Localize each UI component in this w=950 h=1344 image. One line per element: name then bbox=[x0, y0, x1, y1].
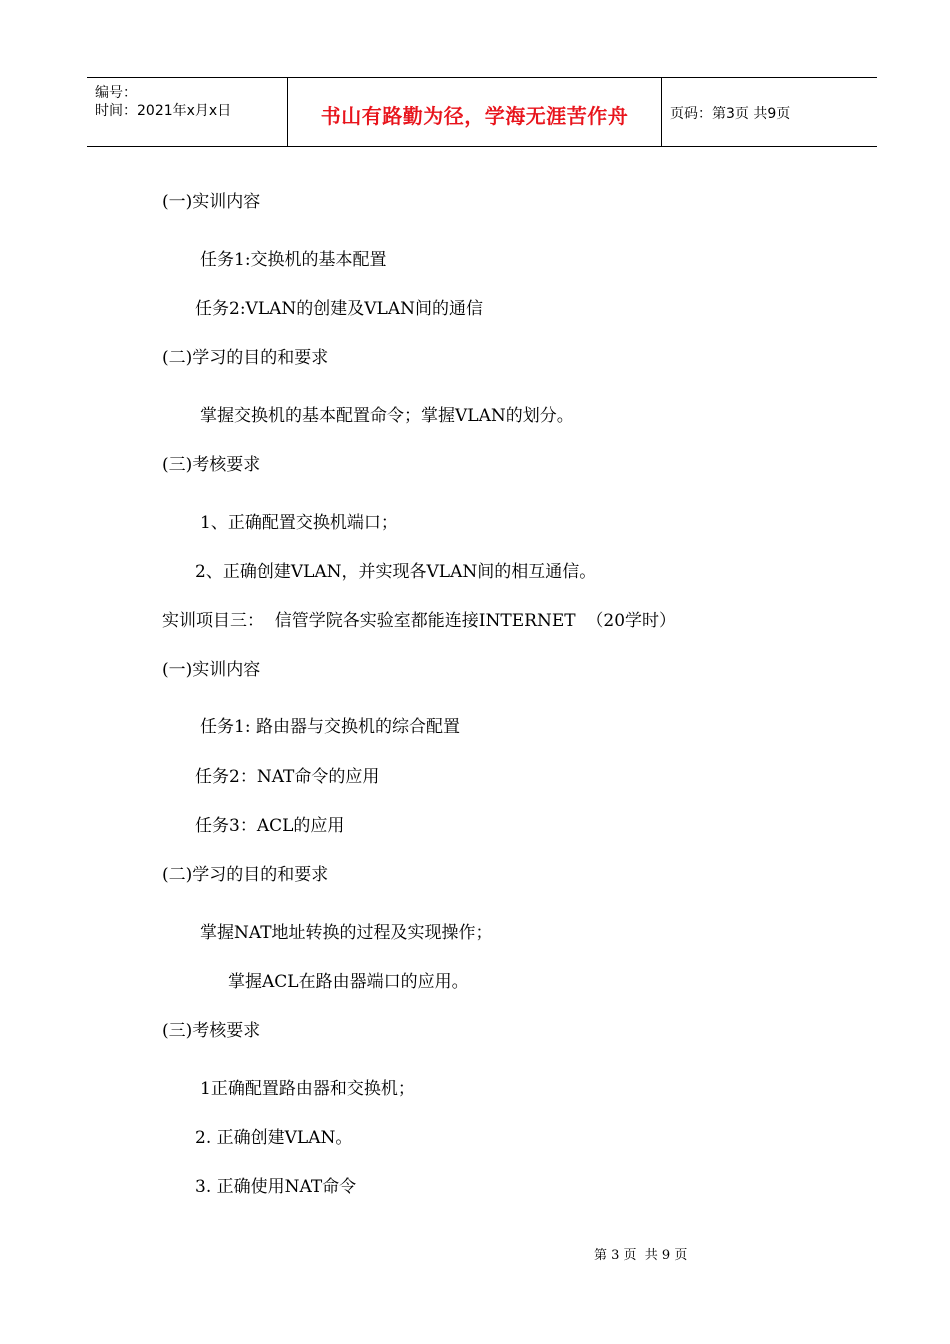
list-item: 1、正确配置交换机端口； bbox=[200, 513, 398, 533]
paragraph-line: 掌握交换机的基本配置命令；掌握VLAN的划分。 bbox=[200, 406, 574, 426]
section-heading: (三)考核要求 bbox=[162, 1021, 261, 1041]
list-item: 3. 正确使用NAT命令 bbox=[195, 1177, 357, 1197]
paragraph-line: 掌握NAT地址转换的过程及实现操作； bbox=[200, 923, 493, 943]
header-page-indicator: 页码：第3页 共9页 bbox=[670, 106, 791, 122]
task-line: 任务3：ACL的应用 bbox=[195, 816, 345, 836]
section-heading: (一)实训内容 bbox=[162, 660, 261, 680]
task-line: 任务2:VLAN的创建及VLAN间的通信 bbox=[195, 299, 483, 319]
section-heading: (二)学习的目的和要求 bbox=[162, 865, 329, 885]
header-right-cell bbox=[662, 78, 877, 146]
list-item: 2、正确创建VLAN，并实现各VLAN间的相互通信。 bbox=[195, 562, 597, 582]
document-number-label: 编号： bbox=[95, 85, 137, 101]
task-line: 任务2：NAT命令的应用 bbox=[195, 767, 380, 787]
section-heading: (三)考核要求 bbox=[162, 455, 261, 475]
task-line: 任务1:交换机的基本配置 bbox=[200, 250, 387, 270]
list-item: 1正确配置路由器和交换机； bbox=[200, 1079, 415, 1099]
task-line: 任务1: 路由器与交换机的综合配置 bbox=[200, 717, 460, 737]
document-date-label: 时间：2021年x月x日 bbox=[95, 103, 232, 119]
section-heading: (二)学习的目的和要求 bbox=[162, 348, 329, 368]
header-middle-cell bbox=[288, 78, 662, 146]
page-footer: 第 3 页 共 9 页 bbox=[594, 1248, 688, 1263]
project-heading: 实训项目三： 信管学院各实验室都能连接INTERNET （20学时） bbox=[162, 611, 677, 631]
list-item: 2. 正确创建VLAN。 bbox=[195, 1128, 353, 1148]
header-motto: 书山有路勤为径，学海无涯苦作舟 bbox=[320, 104, 629, 128]
section-heading: (一)实训内容 bbox=[162, 192, 261, 212]
page-header bbox=[87, 77, 877, 147]
paragraph-line: 掌握ACL在路由器端口的应用。 bbox=[228, 972, 469, 992]
header-left-cell bbox=[87, 78, 288, 146]
